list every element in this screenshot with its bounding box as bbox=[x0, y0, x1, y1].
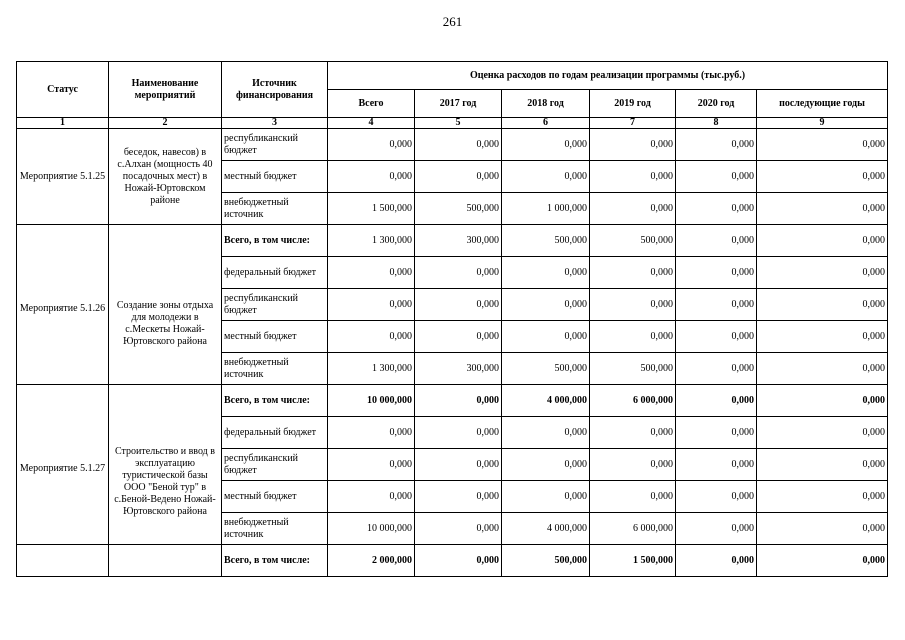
value-2019: 0,000 bbox=[590, 289, 676, 321]
value-2020: 0,000 bbox=[676, 289, 757, 321]
funding-source: республиканский бюджет bbox=[222, 289, 328, 321]
header-year: последующие годы bbox=[757, 90, 888, 118]
table-row bbox=[17, 225, 888, 257]
col-number: 1 bbox=[17, 118, 109, 129]
value-2020: 0,000 bbox=[676, 193, 757, 225]
col-number: 2 bbox=[109, 118, 222, 129]
value-2018: 500,000 bbox=[502, 225, 590, 257]
value-total: 10 000,000 bbox=[328, 385, 415, 417]
value-later: 0,000 bbox=[757, 513, 888, 545]
measure-name bbox=[109, 545, 222, 577]
header-year: 2019 год bbox=[590, 90, 676, 118]
value-total: 0,000 bbox=[328, 417, 415, 449]
budget-table bbox=[16, 61, 888, 577]
value-2017: 500,000 bbox=[415, 193, 502, 225]
value-2019: 6 000,000 bbox=[590, 385, 676, 417]
value-2020: 0,000 bbox=[676, 513, 757, 545]
value-2019: 0,000 bbox=[590, 193, 676, 225]
value-2017: 0,000 bbox=[415, 257, 502, 289]
value-2017: 300,000 bbox=[415, 225, 502, 257]
funding-source: местный бюджет bbox=[222, 161, 328, 193]
value-2018: 0,000 bbox=[502, 289, 590, 321]
value-2017: 300,000 bbox=[415, 353, 502, 385]
header-status: Статус bbox=[17, 62, 109, 118]
value-2020: 0,000 bbox=[676, 161, 757, 193]
measure-status: Мероприятие 5.1.27 bbox=[17, 385, 109, 545]
value-2017: 0,000 bbox=[415, 449, 502, 481]
funding-source: республиканский бюджет bbox=[222, 449, 328, 481]
funding-source: федеральный бюджет bbox=[222, 417, 328, 449]
header-year: 2020 год bbox=[676, 90, 757, 118]
table-row bbox=[17, 385, 888, 417]
funding-source: внебюджетный источник bbox=[222, 193, 328, 225]
value-2020: 0,000 bbox=[676, 385, 757, 417]
value-2018: 0,000 bbox=[502, 449, 590, 481]
value-2018: 0,000 bbox=[502, 129, 590, 161]
col-number: 8 bbox=[676, 118, 757, 129]
header-year: 2017 год bbox=[415, 90, 502, 118]
value-later: 0,000 bbox=[757, 321, 888, 353]
value-total: 1 500,000 bbox=[328, 193, 415, 225]
value-2018: 0,000 bbox=[502, 481, 590, 513]
measure-status: Мероприятие 5.1.25 bbox=[17, 129, 109, 225]
value-2019: 6 000,000 bbox=[590, 513, 676, 545]
value-total: 0,000 bbox=[328, 129, 415, 161]
funding-source: внебюджетный источник bbox=[222, 353, 328, 385]
funding-source: Всего, в том числе: bbox=[222, 385, 328, 417]
value-total: 0,000 bbox=[328, 257, 415, 289]
table-body bbox=[17, 129, 888, 577]
table-row bbox=[17, 129, 888, 161]
table-row bbox=[17, 545, 888, 577]
value-2018: 1 000,000 bbox=[502, 193, 590, 225]
value-total: 1 300,000 bbox=[328, 225, 415, 257]
col-number: 9 bbox=[757, 118, 888, 129]
value-2020: 0,000 bbox=[676, 449, 757, 481]
value-later: 0,000 bbox=[757, 225, 888, 257]
value-later: 0,000 bbox=[757, 129, 888, 161]
value-total: 2 000,000 bbox=[328, 545, 415, 577]
value-2018: 500,000 bbox=[502, 545, 590, 577]
page-bottom-margin bbox=[0, 598, 905, 640]
value-2017: 0,000 bbox=[415, 385, 502, 417]
funding-source: Всего, в том числе: bbox=[222, 545, 328, 577]
value-total: 1 300,000 bbox=[328, 353, 415, 385]
value-2017: 0,000 bbox=[415, 481, 502, 513]
funding-source: республиканский бюджет bbox=[222, 129, 328, 161]
col-number: 5 bbox=[415, 118, 502, 129]
value-2018: 0,000 bbox=[502, 417, 590, 449]
header-year: Всего bbox=[328, 90, 415, 118]
header-estimate: Оценка расходов по годам реализации программы (тыс.руб.) bbox=[328, 62, 888, 90]
value-2017: 0,000 bbox=[415, 129, 502, 161]
value-total: 10 000,000 bbox=[328, 513, 415, 545]
value-2020: 0,000 bbox=[676, 257, 757, 289]
value-2017: 0,000 bbox=[415, 513, 502, 545]
funding-source: местный бюджет bbox=[222, 481, 328, 513]
value-later: 0,000 bbox=[757, 193, 888, 225]
measure-status: Мероприятие 5.1.26 bbox=[17, 225, 109, 385]
value-2019: 0,000 bbox=[590, 161, 676, 193]
value-2020: 0,000 bbox=[676, 481, 757, 513]
value-total: 0,000 bbox=[328, 449, 415, 481]
value-2019: 500,000 bbox=[590, 353, 676, 385]
value-2019: 0,000 bbox=[590, 417, 676, 449]
funding-source: федеральный бюджет bbox=[222, 257, 328, 289]
funding-source: внебюджетный источник bbox=[222, 513, 328, 545]
value-2017: 0,000 bbox=[415, 321, 502, 353]
header-source: Источник финансирования bbox=[222, 62, 328, 118]
value-total: 0,000 bbox=[328, 321, 415, 353]
measure-name: беседок, навесов) в с.Алхан (мощность 40 посадочных мест) в Ножай-Юртовском районе bbox=[109, 129, 222, 225]
page-number: 261 bbox=[442, 14, 463, 29]
value-total: 0,000 bbox=[328, 481, 415, 513]
value-later: 0,000 bbox=[757, 481, 888, 513]
value-later: 0,000 bbox=[757, 257, 888, 289]
measure-status bbox=[17, 545, 109, 577]
value-2018: 0,000 bbox=[502, 321, 590, 353]
value-later: 0,000 bbox=[757, 449, 888, 481]
value-2018: 4 000,000 bbox=[502, 513, 590, 545]
value-later: 0,000 bbox=[757, 385, 888, 417]
value-later: 0,000 bbox=[757, 353, 888, 385]
value-2018: 0,000 bbox=[502, 161, 590, 193]
header-year: 2018 год bbox=[502, 90, 590, 118]
value-2017: 0,000 bbox=[415, 289, 502, 321]
value-2018: 4 000,000 bbox=[502, 385, 590, 417]
value-2020: 0,000 bbox=[676, 353, 757, 385]
header-name: Наименование мероприятий bbox=[109, 62, 222, 118]
value-2017: 0,000 bbox=[415, 545, 502, 577]
value-later: 0,000 bbox=[757, 289, 888, 321]
value-2017: 0,000 bbox=[415, 161, 502, 193]
value-2019: 0,000 bbox=[590, 129, 676, 161]
col-number: 7 bbox=[590, 118, 676, 129]
value-later: 0,000 bbox=[757, 417, 888, 449]
value-2019: 0,000 bbox=[590, 321, 676, 353]
measure-name: Строительство и ввод в эксплуатацию туристической базы ООО "Беной тур" в с.Беной-Ведено Ножай-Юртовского района bbox=[109, 385, 222, 545]
funding-source: Всего, в том числе: bbox=[222, 225, 328, 257]
value-2020: 0,000 bbox=[676, 129, 757, 161]
value-2020: 0,000 bbox=[676, 545, 757, 577]
value-2020: 0,000 bbox=[676, 225, 757, 257]
value-2019: 0,000 bbox=[590, 257, 676, 289]
value-2020: 0,000 bbox=[676, 321, 757, 353]
col-number: 4 bbox=[328, 118, 415, 129]
value-total: 0,000 bbox=[328, 289, 415, 321]
value-2018: 500,000 bbox=[502, 353, 590, 385]
value-2019: 0,000 bbox=[590, 481, 676, 513]
value-later: 0,000 bbox=[757, 161, 888, 193]
funding-source: местный бюджет bbox=[222, 321, 328, 353]
value-2019: 1 500,000 bbox=[590, 545, 676, 577]
measure-name: Создание зоны отдыха для молодежи в с.Мескеты Ножай-Юртовского района bbox=[109, 225, 222, 385]
value-later: 0,000 bbox=[757, 545, 888, 577]
value-2019: 500,000 bbox=[590, 225, 676, 257]
value-total: 0,000 bbox=[328, 161, 415, 193]
value-2017: 0,000 bbox=[415, 417, 502, 449]
value-2019: 0,000 bbox=[590, 449, 676, 481]
value-2020: 0,000 bbox=[676, 417, 757, 449]
col-number: 6 bbox=[502, 118, 590, 129]
col-number: 3 bbox=[222, 118, 328, 129]
value-2018: 0,000 bbox=[502, 257, 590, 289]
